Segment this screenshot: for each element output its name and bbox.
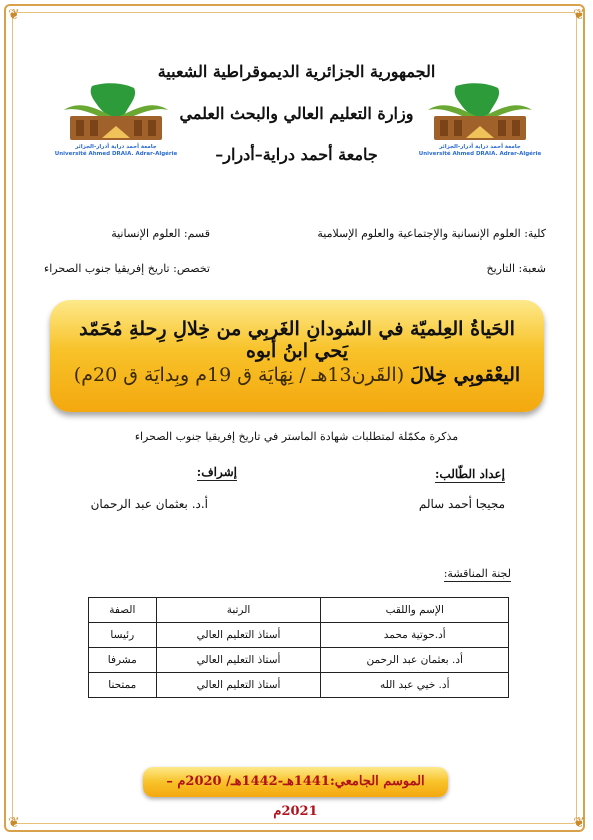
table-header-cell: الرتبة bbox=[156, 598, 321, 623]
thesis-title-banner bbox=[50, 300, 544, 412]
student-name: مجيجا أحمد سالم bbox=[418, 497, 505, 511]
academic-season-banner: الموسم الجامعي:1441هـ-1442هـ/ 2020م – 2021م bbox=[143, 767, 448, 797]
corner-ornament-icon: ❦ bbox=[8, 7, 20, 23]
table-header-cell: الإسم واللقب bbox=[321, 598, 509, 623]
thesis-title-line1: الحَياةُ العِلميّة في السُودانِ الغَربِي من خِلالِ رِحلةِ مُحَمّد يَحي ابنُ أبوه bbox=[79, 318, 515, 362]
committee-label: لجنة المناقشة: bbox=[443, 567, 511, 580]
logo-caption-fr: Université Ahmed DRAIA. Adrar-Algérie bbox=[418, 151, 542, 157]
corner-ornament-icon: ❦ bbox=[573, 815, 585, 831]
corner-ornament-icon: ❦ bbox=[573, 7, 585, 23]
thesis-title-line2 bbox=[70, 364, 524, 386]
table-cell: مشرفا bbox=[89, 648, 157, 673]
table-cell: أد. خيي عبد الله bbox=[321, 673, 509, 698]
committee-table bbox=[88, 597, 509, 698]
student-label: إعداد الطّالب: bbox=[434, 467, 505, 481]
faculty-line bbox=[317, 227, 546, 240]
faculty-value: العلوم الإنسانية والإجتماعية والعلوم الإسلامية bbox=[317, 227, 521, 240]
table-cell: أد.حوتية محمد bbox=[321, 623, 509, 648]
department-label: قسم: bbox=[183, 227, 210, 240]
logo-caption-ar: جامعة أحمد دراية أدرار-الجزائر bbox=[75, 144, 157, 150]
branch-value: التاريخ bbox=[486, 262, 516, 275]
corner-ornament-icon: ❦ bbox=[8, 815, 20, 831]
ministry-title: وزارة التعليم العالي والبحث العلمي bbox=[179, 104, 414, 123]
branch-line bbox=[486, 262, 546, 275]
table-cell: ممتحنا bbox=[89, 673, 157, 698]
table-header-cell: الصفة bbox=[89, 598, 157, 623]
specialty-value: تاريخ إفريقيا جنوب الصحراء bbox=[44, 262, 170, 275]
republic-title: الجمهورية الجزائرية الديموقراطية الشعبية bbox=[157, 62, 436, 81]
thesis-title-period: (القَرن13هـ / نِهَايَة ق 19م وبِدايَة ق 20م) bbox=[73, 364, 405, 386]
thesis-subtitle: مذكرة مكمّلة لمتطلبات شهادة الماستر في تاريخ إفريقيا جنوب الصحراء bbox=[134, 430, 459, 443]
table-cell: أستاذ التعليم العالي bbox=[156, 623, 321, 648]
university-logo-right bbox=[416, 82, 544, 162]
table-cell: أستاذ التعليم العالي bbox=[156, 673, 321, 698]
table-row bbox=[89, 623, 509, 648]
university-logo-icon bbox=[416, 82, 544, 144]
logo-caption-ar: جامعة أحمد دراية أدرار-الجزائر bbox=[439, 144, 521, 150]
table-row bbox=[89, 648, 509, 673]
specialty-label: تخصص: bbox=[173, 262, 210, 275]
table-cell: رئيسا bbox=[89, 623, 157, 648]
supervisor-name: أ.د. بعثمان عبد الرحمان bbox=[90, 497, 208, 511]
table-cell: أستاذ التعليم العالي bbox=[156, 648, 321, 673]
department-line bbox=[111, 227, 210, 240]
table-row bbox=[89, 673, 509, 698]
supervisor-label: إشراف: bbox=[196, 465, 237, 479]
logo-caption-fr: Université Ahmed DRAIA. Adrar-Algérie bbox=[54, 151, 178, 157]
faculty-label: كلية: bbox=[524, 227, 546, 240]
university-logo-icon bbox=[52, 82, 180, 144]
university-logo-left bbox=[52, 82, 180, 162]
university-title: جامعة أحمد دراية–أدرار– bbox=[215, 145, 378, 164]
branch-label: شعبة: bbox=[518, 262, 546, 275]
specialty-line bbox=[44, 262, 210, 275]
table-header-row bbox=[89, 598, 509, 623]
thesis-title-main: اليعْقوبِي خِلالَ bbox=[410, 364, 521, 386]
table-cell: أد. بعثمان عبد الرحمن bbox=[321, 648, 509, 673]
department-value: العلوم الإنسانية bbox=[111, 227, 181, 240]
